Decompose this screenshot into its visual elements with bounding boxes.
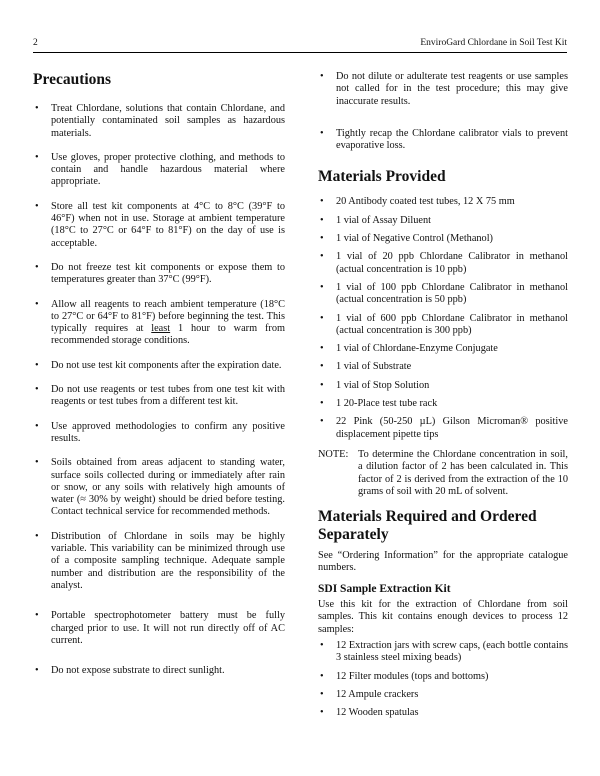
page-number: 2	[33, 38, 38, 48]
sdi-text: Use this kit for the extraction of Chlordane from soil samples. This kit contains enough devices to process 12 samples:	[318, 599, 568, 635]
sdi-heading: SDI Sample Extraction Kit	[318, 582, 451, 595]
list-item: • Do not dilute or adulterate test reagents or use samples not called for in the test procedure; this may give inaccurate results.	[318, 71, 568, 108]
list-item: • Portable spectrophotometer battery must be fully charged prior to use. It will not run directly off of AC current.	[33, 610, 285, 647]
list-item: • Tightly recap the Chlordane calibrator vials to prevent evaporative loss.	[318, 128, 568, 153]
list-item: • Treat Chlordane, solutions that contain Chlordane, and potentially contaminated soil samples as hazardous materials.	[33, 103, 285, 140]
list-item: • Soils obtained from areas adjacent to standing water, surface soils collected during or immediately after rain or snow, or any soils with relatively high amounts of water (≈ 30% by weight) should be dried before testing. Contact technical service for recommended methods.	[33, 457, 285, 518]
list-item: • 1 vial of Assay Diluent	[318, 215, 568, 227]
reach-item-before: Allow all reagents to reach ambient temperature (18°C to 27°C or 64°F to 81°F) before beginning the test. This typically requires at	[51, 298, 285, 335]
list-item: • 12 Extraction jars with screw caps, (each bottle contains 3 stainless steel mixing beads)	[318, 640, 568, 665]
reach-item-after: 1 hour to warm from recommended storage conditions.	[51, 323, 285, 347]
list-item: • 12 Ampule crackers	[318, 689, 568, 701]
list-item: • Do not freeze test kit components or expose them to temperatures greater than 37°C (99°F).	[33, 262, 285, 287]
list-item: • Do not use reagents or test tubes from one test kit with reagents or test tubes from a different test kit.	[33, 384, 285, 409]
required-heading: Materials Required and Ordered Separately	[318, 508, 537, 544]
list-item	[33, 299, 285, 348]
list-item: • 20 Antibody coated test tubes, 12 X 75 mm	[318, 196, 568, 208]
list-item: • 1 vial of Negative Control (Methanol)	[318, 233, 568, 245]
left-column	[33, 66, 285, 689]
list-item: • Use approved methodologies to confirm any positive results.	[33, 421, 285, 446]
right-column	[318, 71, 568, 725]
list-item: • Do not expose substrate to direct sunlight.	[33, 665, 285, 677]
list-item: • Use gloves, proper protective clothing, and methods to contain and handle hazardous material where appropriate.	[33, 152, 285, 189]
list-item: • Store all test kit components at 4°C to 8°C (39°F to 46°F) when not in use. Storage at ambient temperature (18°C to 27°C or 64°F to 81°F) on the day of use is acceptable.	[33, 201, 285, 250]
list-item: • Do not use test kit components after the expiration date.	[33, 360, 285, 372]
note-text: To determine the Chlordane concentration in soil, a dilution factor of 2 has been calculated in. This factor of 2 is derived from the extraction of the 10 grams of soil with 20 mL of solvent.	[358, 448, 568, 497]
note-label: NOTE:	[318, 448, 349, 460]
precautions-list	[33, 103, 285, 677]
list-item: • 1 vial of Substrate	[318, 361, 568, 373]
list-item: • 1 vial of 100 ppb Chlordane Calibrator in methanol (actual concentration is 50 ppb)	[318, 282, 568, 307]
list-item: • 12 Filter modules (tops and bottoms)	[318, 671, 568, 683]
note	[318, 449, 568, 498]
materials-heading: Materials Provided	[318, 168, 446, 186]
list-item: • 1 20-Place test tube rack	[318, 398, 568, 410]
precautions-list-continued	[318, 71, 568, 152]
running-title: EnviroGard Chlordane in Soil Test Kit	[420, 38, 567, 48]
precautions-heading: Precautions	[33, 71, 112, 88]
list-item: • 12 Wooden spatulas	[318, 707, 568, 719]
sdi-list	[318, 640, 568, 719]
list-item: • 1 vial of Chlordane-Enzyme Conjugate	[318, 343, 568, 355]
list-item: • 1 vial of 600 ppb Chlordane Calibrator in methanol (actual concentration is 300 ppb)	[318, 313, 568, 338]
page-header	[33, 38, 567, 53]
list-item: • 22 Pink (50-250 µL) Gilson Microman® positive displacement pipette tips	[318, 416, 568, 441]
list-item: • 1 vial of Stop Solution	[318, 380, 568, 392]
required-intro: See “Ordering Information” for the appropriate catalogue numbers.	[318, 550, 568, 574]
materials-list	[318, 196, 568, 440]
list-item: • Distribution of Chlordane in soils may be highly variable. This variability can be minimized through use of a composite sampling technique. Adequate sample number and distribution are the responsibility of the analyst.	[33, 531, 285, 592]
reach-item-underlined: least	[151, 323, 171, 335]
list-item: • 1 vial of 20 ppb Chlordane Calibrator in methanol (actual concentration is 10 ppb)	[318, 251, 568, 276]
